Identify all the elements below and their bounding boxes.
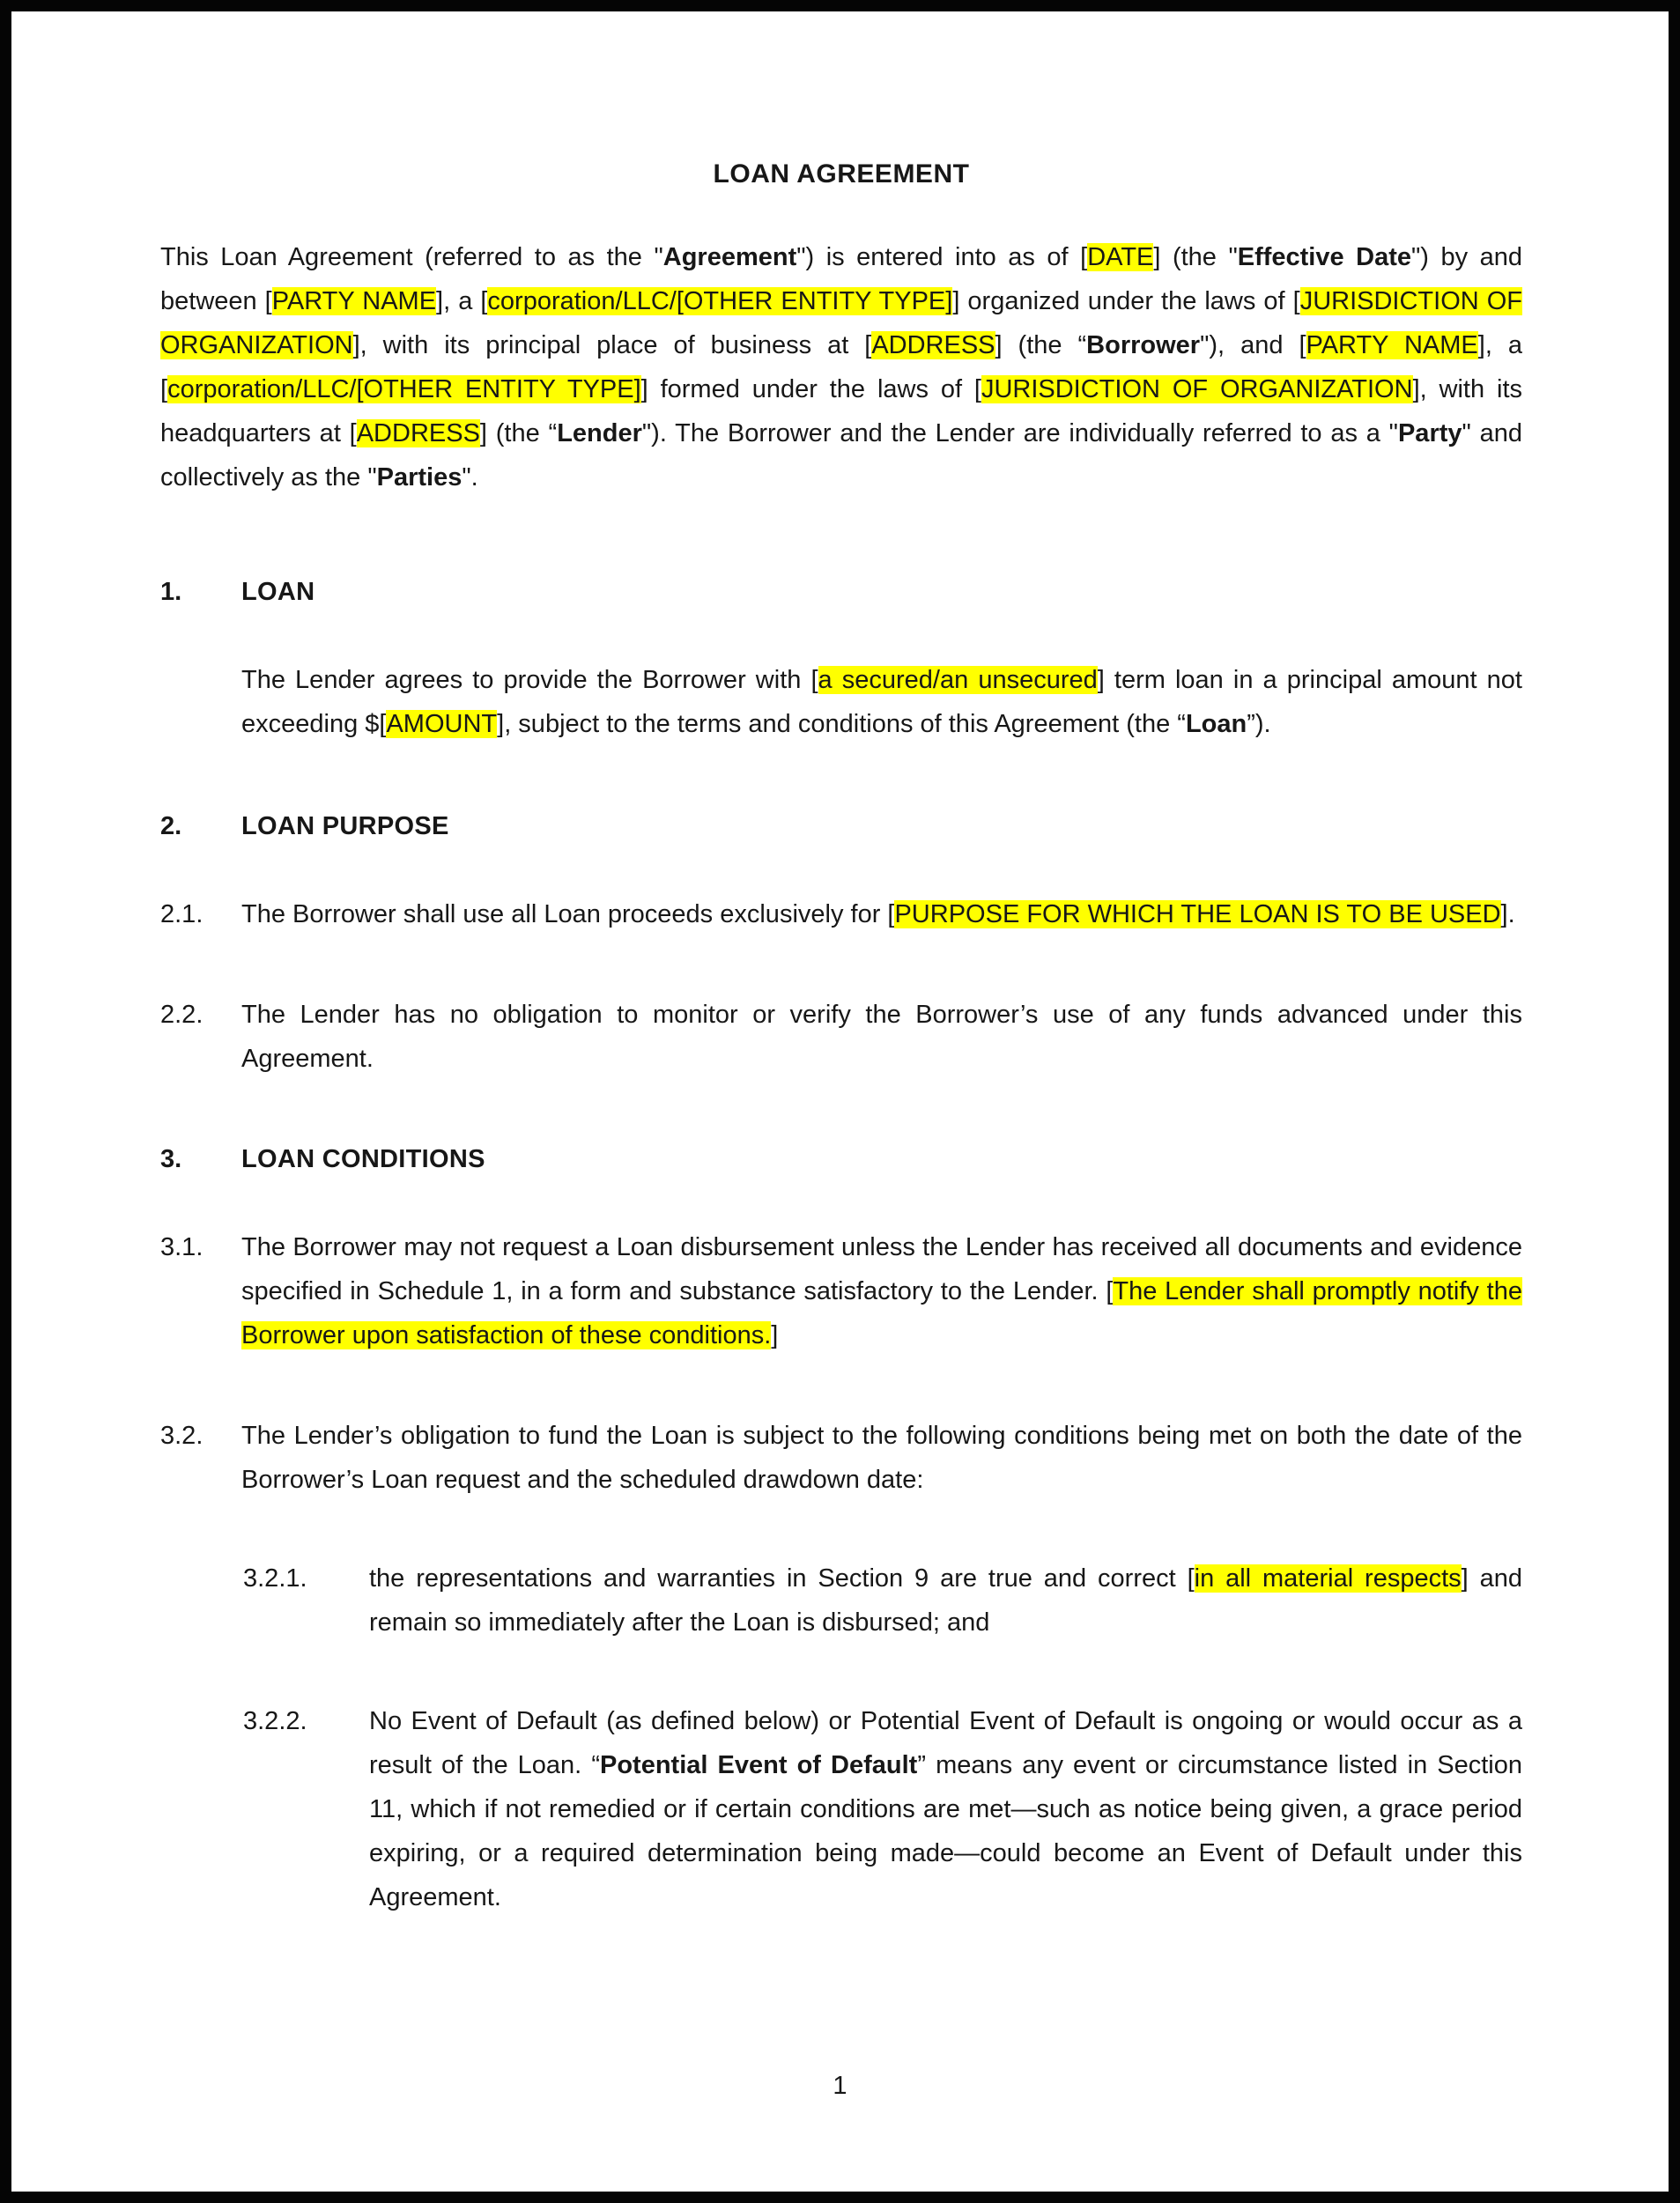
clause-3-2-1-row (243, 1556, 1522, 1645)
clause-3-1-row (160, 1225, 1522, 1357)
section-2-heading-row (160, 804, 1522, 848)
clause-2-2-text: The Lender has no obligation to monitor or verify the Borrower’s use of any funds advanced under this Agreement. (241, 1001, 1522, 1073)
clause-3-2-number: 3.2. (160, 1422, 204, 1450)
clause-3-2-1-number: 3.2.1. (243, 1564, 307, 1593)
intro-paragraph: This Loan Agreement (referred to as the "Agreement") is entered into as of [DATE] (the "Effective Date") by and between [PARTY NAME], a [corporation/LLC/[OTHER ENTITY TYPE]] organized under the laws of [JURISDICTION OF ORGANIZATION], with its principal place of business at [ADDRESS] (the “Borrower"), and [PARTY NAME], a [corporation/LLC/[OTHER ENTITY TYPE]] formed under the laws of [JURISDICTION OF ORGANIZATION], with its headquarters at [ADDRESS] (the “Lender"). The Borrower and the Lender are individually referred to as a "Party" and collectively as the "Parties". (160, 243, 1522, 492)
section-2-number: 2. (160, 812, 182, 840)
section-1-title: LOAN (241, 578, 315, 606)
clause-3-1-text: The Borrower may not request a Loan disbursement unless the Lender has received all documents and evidence specified in Schedule 1, in a form and substance satisfactory to the Lender. [The Lender shall promptly notify the Borrower upon satisfaction of these conditions.] (241, 1233, 1522, 1349)
section-1-body-text: The Lender agrees to provide the Borrower with [a secured/an unsecured] term loan in a principal amount not exceeding $[AMOUNT], subject to the terms and conditions of this Agreement (the “Loan”). (241, 666, 1522, 738)
section-1-heading-row (160, 570, 1522, 614)
section-1-body-row (160, 658, 1522, 746)
document-content (11, 11, 1669, 1919)
section-3-title: LOAN CONDITIONS (241, 1145, 485, 1173)
section-2-title: LOAN PURPOSE (241, 812, 449, 840)
clause-3-2-2-row (243, 1699, 1522, 1919)
clause-3-2-row (160, 1414, 1522, 1502)
section-1-number: 1. (160, 578, 182, 606)
section-3-number: 3. (160, 1145, 182, 1173)
clause-2-2-number: 2.2. (160, 1001, 204, 1029)
clause-3-2-1-text: the representations and warranties in Section 9 are true and correct [in all material respects] and remain so immediately after the Loan is disbursed; and (369, 1564, 1523, 1637)
clause-3-2-2-number: 3.2.2. (243, 1707, 307, 1735)
section-3-heading-row (160, 1137, 1522, 1181)
clause-3-2-2-text: No Event of Default (as defined below) or Potential Event of Default is ongoing or would occur as a result of the Loan. “Potential Event of Default” means any event or circumstance listed in Section 11, which if not remedied or if certain conditions are met—such as notice being given, a grace period expiring, or a required determination being made—could become an Event of Default under this Agreement. (369, 1707, 1523, 1911)
clause-2-1-row (160, 892, 1522, 936)
clause-2-2-row (160, 993, 1522, 1081)
clause-3-2-text: The Lender’s obligation to fund the Loan is subject to the following conditions being met on both the date of the Borrower’s Loan request and the scheduled drawdown date: (241, 1422, 1522, 1494)
page-number: 1 (833, 2072, 847, 2100)
clause-2-1-number: 2.1. (160, 900, 204, 928)
clause-2-1-text: The Borrower shall use all Loan proceeds exclusively for [PURPOSE FOR WHICH THE LOAN IS TO BE USED]. (241, 900, 1515, 928)
document-title: LOAN AGREEMENT (713, 159, 970, 189)
clause-3-1-number: 3.1. (160, 1233, 204, 1261)
